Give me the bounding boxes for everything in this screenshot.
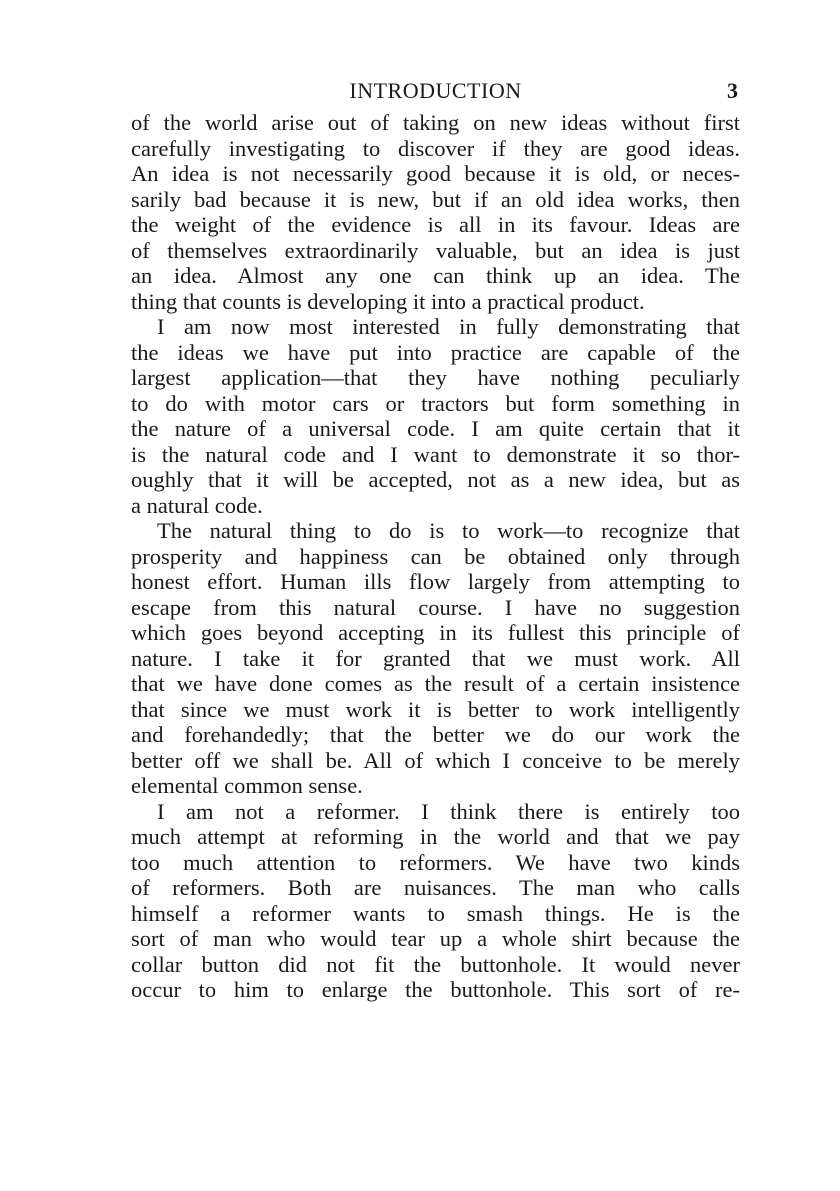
text-line: An idea is not necessarily good because it is old, or neces-: [131, 161, 740, 186]
text-line: that since we must work it is better to work intelligently: [131, 696, 740, 722]
page-body: [131, 110, 740, 1003]
text-line: nature. I take it for granted that we must work. All: [131, 645, 740, 671]
text-line: the weight of the evidence is all in its favour. Ideas are: [131, 212, 740, 237]
text-line: of themselves extraordinarily valuable, but an idea is just: [131, 237, 740, 263]
paragraph: [131, 314, 740, 518]
text-line: escape from this natural course. I have no suggestion: [131, 594, 740, 620]
text-line: honest effort. Human ills flow largely from attempting to: [131, 569, 740, 594]
text-line: that we have done comes as the result of a certain insistence: [131, 671, 740, 696]
text-line: sarily bad because it is new, but if an old idea works, then: [131, 186, 740, 212]
paragraph: [131, 110, 740, 314]
text-line: occur to him to enlarge the buttonhole. This sort of re-: [131, 977, 740, 1002]
text-line: an idea. Almost any one can think up an idea. The: [131, 263, 740, 288]
text-line: elemental common sense.: [131, 773, 363, 798]
text-line: to do with motor cars or tractors but form something in: [131, 390, 740, 416]
text-line: of reformers. Both are nuisances. The man who calls: [131, 875, 740, 900]
text-line: of the world arise out of taking on new ideas without first: [131, 110, 740, 135]
text-line: I am now most interested in fully demonstrating that: [157, 314, 740, 339]
paragraph: [131, 799, 740, 1003]
text-line: the ideas we have put into practice are capable of the: [131, 339, 740, 365]
text-line: largest application—that they have nothing peculiarly: [131, 365, 740, 390]
text-line: too much attention to reformers. We have two kinds: [131, 849, 740, 875]
page-header: [131, 78, 740, 108]
text-line: I am not a reformer. I think there is entirely too: [157, 798, 740, 824]
text-line: better off we shall be. All of which I conceive to be merely: [131, 747, 740, 773]
text-line: much attempt at reforming in the world and that we pay: [131, 824, 740, 849]
text-line: sort of man who would tear up a whole shirt because the: [131, 926, 740, 951]
text-line: prosperity and happiness can be obtained only through: [131, 543, 740, 569]
text-line: collar button did not fit the buttonhole. It would never: [131, 951, 740, 977]
text-line: a natural code.: [131, 492, 263, 518]
text-line: oughly that it will be accepted, not as a new idea, but as: [131, 467, 740, 492]
text-line: and forehandedly; that the better we do our work the: [131, 722, 740, 747]
text-line: is the natural code and I want to demonstrate it so thor-: [131, 441, 740, 467]
text-line: the nature of a universal code. I am quite certain that it: [131, 416, 740, 441]
text-line: himself a reformer wants to smash things. He is the: [131, 900, 740, 926]
text-line: thing that counts is developing it into a practical product.: [131, 288, 645, 314]
text-line: The natural thing to do is to work—to recognize that: [157, 518, 740, 543]
text-line: which goes beyond accepting in its fullest this principle of: [131, 620, 740, 645]
running-title: INTRODUCTION: [349, 78, 522, 103]
text-line: carefully investigating to discover if they are good ideas.: [131, 135, 740, 161]
paragraph: [131, 518, 740, 799]
page-number: 3: [727, 78, 738, 103]
